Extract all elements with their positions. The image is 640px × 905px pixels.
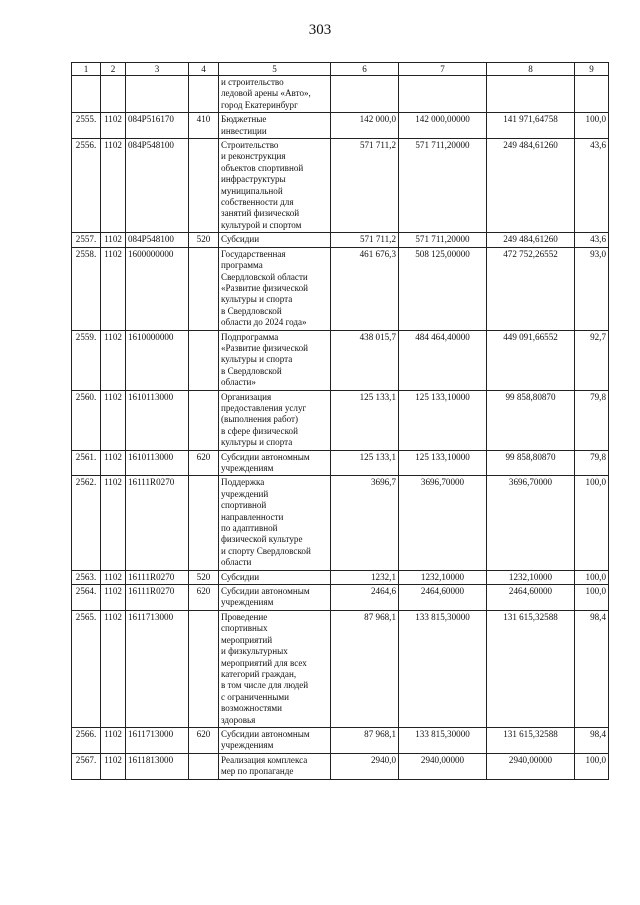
item-name-cell: Проведение спортивных мероприятий и физкультурных мероприятий для всех категорий граждан, в том числе для людей с ограниченными возможностями здоровья xyxy=(219,610,331,727)
approved-amount-cell: 438 015,7 xyxy=(331,330,399,390)
item-name-cell: и строительство ледовой арены «Авто», город Екатеринбург xyxy=(219,76,331,113)
section-code-cell: 1102 xyxy=(101,585,126,611)
target-article-cell: 084P548100 xyxy=(126,139,189,233)
expense-type-cell: 620 xyxy=(189,585,219,611)
planned-amount-cell: 3696,70000 xyxy=(399,476,487,570)
item-name-cell: Реализация комплекса мер по пропаганде xyxy=(219,753,331,779)
percent-cell: 79,8 xyxy=(575,450,609,476)
target-article-cell: 1611813000 xyxy=(126,753,189,779)
target-article-cell: 1600000000 xyxy=(126,247,189,330)
percent-cell: 100,0 xyxy=(575,113,609,139)
row-number-cell: 2563. xyxy=(72,570,101,584)
planned-amount-cell: 2464,60000 xyxy=(399,585,487,611)
table-row xyxy=(72,233,609,247)
percent-cell: 98,4 xyxy=(575,610,609,727)
table-row xyxy=(72,76,609,113)
page-number: 303 xyxy=(308,22,332,38)
percent-cell: 43,6 xyxy=(575,233,609,247)
expense-type-cell: 410 xyxy=(189,113,219,139)
table-row xyxy=(72,139,609,233)
target-article-cell: 1610113000 xyxy=(126,450,189,476)
target-article-cell: 1610113000 xyxy=(126,390,189,450)
column-header: 8 xyxy=(487,63,575,76)
table-row xyxy=(72,113,609,139)
planned-amount-cell: 125 133,10000 xyxy=(399,450,487,476)
planned-amount-cell: 2940,00000 xyxy=(399,753,487,779)
section-code-cell: 1102 xyxy=(101,570,126,584)
percent-cell: 43,6 xyxy=(575,139,609,233)
approved-amount-cell: 2464,6 xyxy=(331,585,399,611)
row-number-cell: 2562. xyxy=(72,476,101,570)
item-name-cell: Государственная программа Свердловской области «Развитие физической культуры и спорта в Свердловской области до 2024 года» xyxy=(219,247,331,330)
column-header: 9 xyxy=(575,63,609,76)
section-code-cell: 1102 xyxy=(101,610,126,727)
executed-amount-cell: 141 971,64758 xyxy=(487,113,575,139)
table-row xyxy=(72,610,609,727)
percent-cell: 79,8 xyxy=(575,390,609,450)
section-code-cell: 1102 xyxy=(101,476,126,570)
percent-cell: 100,0 xyxy=(575,570,609,584)
table-row xyxy=(72,585,609,611)
item-name-cell: Субсидии автономным учреждениям xyxy=(219,727,331,753)
executed-amount-cell: 2464,60000 xyxy=(487,585,575,611)
item-name-cell: Организация предоставления услуг (выполнения работ) в сфере физической культуры и спорта xyxy=(219,390,331,450)
approved-amount-cell: 571 711,2 xyxy=(331,233,399,247)
target-article-cell: 1611713000 xyxy=(126,610,189,727)
approved-amount-cell xyxy=(331,76,399,113)
table-row xyxy=(72,570,609,584)
executed-amount-cell: 131 615,32588 xyxy=(487,727,575,753)
section-code-cell: 1102 xyxy=(101,727,126,753)
row-number-cell: 2559. xyxy=(72,330,101,390)
item-name-cell: Субсидии автономным учреждениям xyxy=(219,450,331,476)
planned-amount-cell: 484 464,40000 xyxy=(399,330,487,390)
planned-amount-cell: 142 000,00000 xyxy=(399,113,487,139)
table-row xyxy=(72,390,609,450)
executed-amount-cell: 99 858,80870 xyxy=(487,450,575,476)
item-name-cell: Бюджетные инвестиции xyxy=(219,113,331,139)
expense-type-cell: 620 xyxy=(189,727,219,753)
percent-cell: 100,0 xyxy=(575,585,609,611)
header-row xyxy=(72,63,609,76)
target-article-cell: 16111R0270 xyxy=(126,585,189,611)
column-header: 7 xyxy=(399,63,487,76)
approved-amount-cell: 571 711,2 xyxy=(331,139,399,233)
percent-cell: 93,0 xyxy=(575,247,609,330)
row-number-cell xyxy=(72,76,101,113)
expense-type-cell xyxy=(189,76,219,113)
planned-amount-cell: 571 711,20000 xyxy=(399,233,487,247)
section-code-cell: 1102 xyxy=(101,450,126,476)
executed-amount-cell xyxy=(487,76,575,113)
section-code-cell: 1102 xyxy=(101,390,126,450)
executed-amount-cell: 449 091,66552 xyxy=(487,330,575,390)
expense-type-cell: 520 xyxy=(189,570,219,584)
planned-amount-cell: 133 815,30000 xyxy=(399,610,487,727)
table-row xyxy=(72,450,609,476)
section-code-cell: 1102 xyxy=(101,233,126,247)
executed-amount-cell: 3696,70000 xyxy=(487,476,575,570)
target-article-cell: 16111R0270 xyxy=(126,476,189,570)
row-number-cell: 2565. xyxy=(72,610,101,727)
executed-amount-cell: 1232,10000 xyxy=(487,570,575,584)
executed-amount-cell: 131 615,32588 xyxy=(487,610,575,727)
executed-amount-cell: 249 484,61260 xyxy=(487,233,575,247)
approved-amount-cell: 461 676,3 xyxy=(331,247,399,330)
item-name-cell: Поддержка учреждений спортивной направленности по адаптивной физической культуре и спорту Свердловской области xyxy=(219,476,331,570)
expense-type-cell xyxy=(189,139,219,233)
row-number-cell: 2566. xyxy=(72,727,101,753)
row-number-cell: 2558. xyxy=(72,247,101,330)
budget-table xyxy=(71,62,609,780)
column-header: 4 xyxy=(189,63,219,76)
table-row xyxy=(72,727,609,753)
target-article-cell: 16111R0270 xyxy=(126,570,189,584)
expense-type-cell xyxy=(189,753,219,779)
approved-amount-cell: 3696,7 xyxy=(331,476,399,570)
percent-cell: 100,0 xyxy=(575,476,609,570)
row-number-cell: 2560. xyxy=(72,390,101,450)
planned-amount-cell: 1232,10000 xyxy=(399,570,487,584)
approved-amount-cell: 2940,0 xyxy=(331,753,399,779)
column-header: 5 xyxy=(219,63,331,76)
row-number-cell: 2564. xyxy=(72,585,101,611)
approved-amount-cell: 125 133,1 xyxy=(331,450,399,476)
target-article-cell: 084P548100 xyxy=(126,233,189,247)
table-row xyxy=(72,330,609,390)
table-row xyxy=(72,247,609,330)
approved-amount-cell: 87 968,1 xyxy=(331,610,399,727)
item-name-cell: Строительство и реконструкция объектов спортивной инфраструктуры муниципальной собственности для занятий физической культурой и спортом xyxy=(219,139,331,233)
approved-amount-cell: 87 968,1 xyxy=(331,727,399,753)
section-code-cell: 1102 xyxy=(101,139,126,233)
row-number-cell: 2557. xyxy=(72,233,101,247)
expense-type-cell: 620 xyxy=(189,450,219,476)
expense-type-cell xyxy=(189,330,219,390)
column-header: 3 xyxy=(126,63,189,76)
planned-amount-cell: 125 133,10000 xyxy=(399,390,487,450)
row-number-cell: 2556. xyxy=(72,139,101,233)
expense-type-cell xyxy=(189,610,219,727)
table-row xyxy=(72,753,609,779)
item-name-cell: Подпрограмма «Развитие физической культуры и спорта в Свердловской области» xyxy=(219,330,331,390)
expense-type-cell xyxy=(189,390,219,450)
expense-type-cell xyxy=(189,476,219,570)
executed-amount-cell: 472 752,26552 xyxy=(487,247,575,330)
column-header: 6 xyxy=(331,63,399,76)
section-code-cell: 1102 xyxy=(101,330,126,390)
target-article-cell: 1610000000 xyxy=(126,330,189,390)
item-name-cell: Субсидии xyxy=(219,570,331,584)
executed-amount-cell: 99 858,80870 xyxy=(487,390,575,450)
row-number-cell: 2555. xyxy=(72,113,101,139)
executed-amount-cell: 2940,00000 xyxy=(487,753,575,779)
planned-amount-cell: 133 815,30000 xyxy=(399,727,487,753)
item-name-cell: Субсидии автономным учреждениям xyxy=(219,585,331,611)
planned-amount-cell: 571 711,20000 xyxy=(399,139,487,233)
percent-cell: 92,7 xyxy=(575,330,609,390)
percent-cell: 98,4 xyxy=(575,727,609,753)
percent-cell: 100,0 xyxy=(575,753,609,779)
planned-amount-cell xyxy=(399,76,487,113)
approved-amount-cell: 125 133,1 xyxy=(331,390,399,450)
expense-type-cell xyxy=(189,247,219,330)
column-header: 2 xyxy=(101,63,126,76)
approved-amount-cell: 142 000,0 xyxy=(331,113,399,139)
row-number-cell: 2561. xyxy=(72,450,101,476)
planned-amount-cell: 508 125,00000 xyxy=(399,247,487,330)
table-row xyxy=(72,476,609,570)
target-article-cell: 084P516170 xyxy=(126,113,189,139)
target-article-cell xyxy=(126,76,189,113)
section-code-cell: 1102 xyxy=(101,113,126,139)
column-header: 1 xyxy=(72,63,101,76)
row-number-cell: 2567. xyxy=(72,753,101,779)
item-name-cell: Субсидии xyxy=(219,233,331,247)
approved-amount-cell: 1232,1 xyxy=(331,570,399,584)
section-code-cell: 1102 xyxy=(101,247,126,330)
expense-type-cell: 520 xyxy=(189,233,219,247)
section-code-cell xyxy=(101,76,126,113)
executed-amount-cell: 249 484,61260 xyxy=(487,139,575,233)
section-code-cell: 1102 xyxy=(101,753,126,779)
percent-cell xyxy=(575,76,609,113)
target-article-cell: 1611713000 xyxy=(126,727,189,753)
